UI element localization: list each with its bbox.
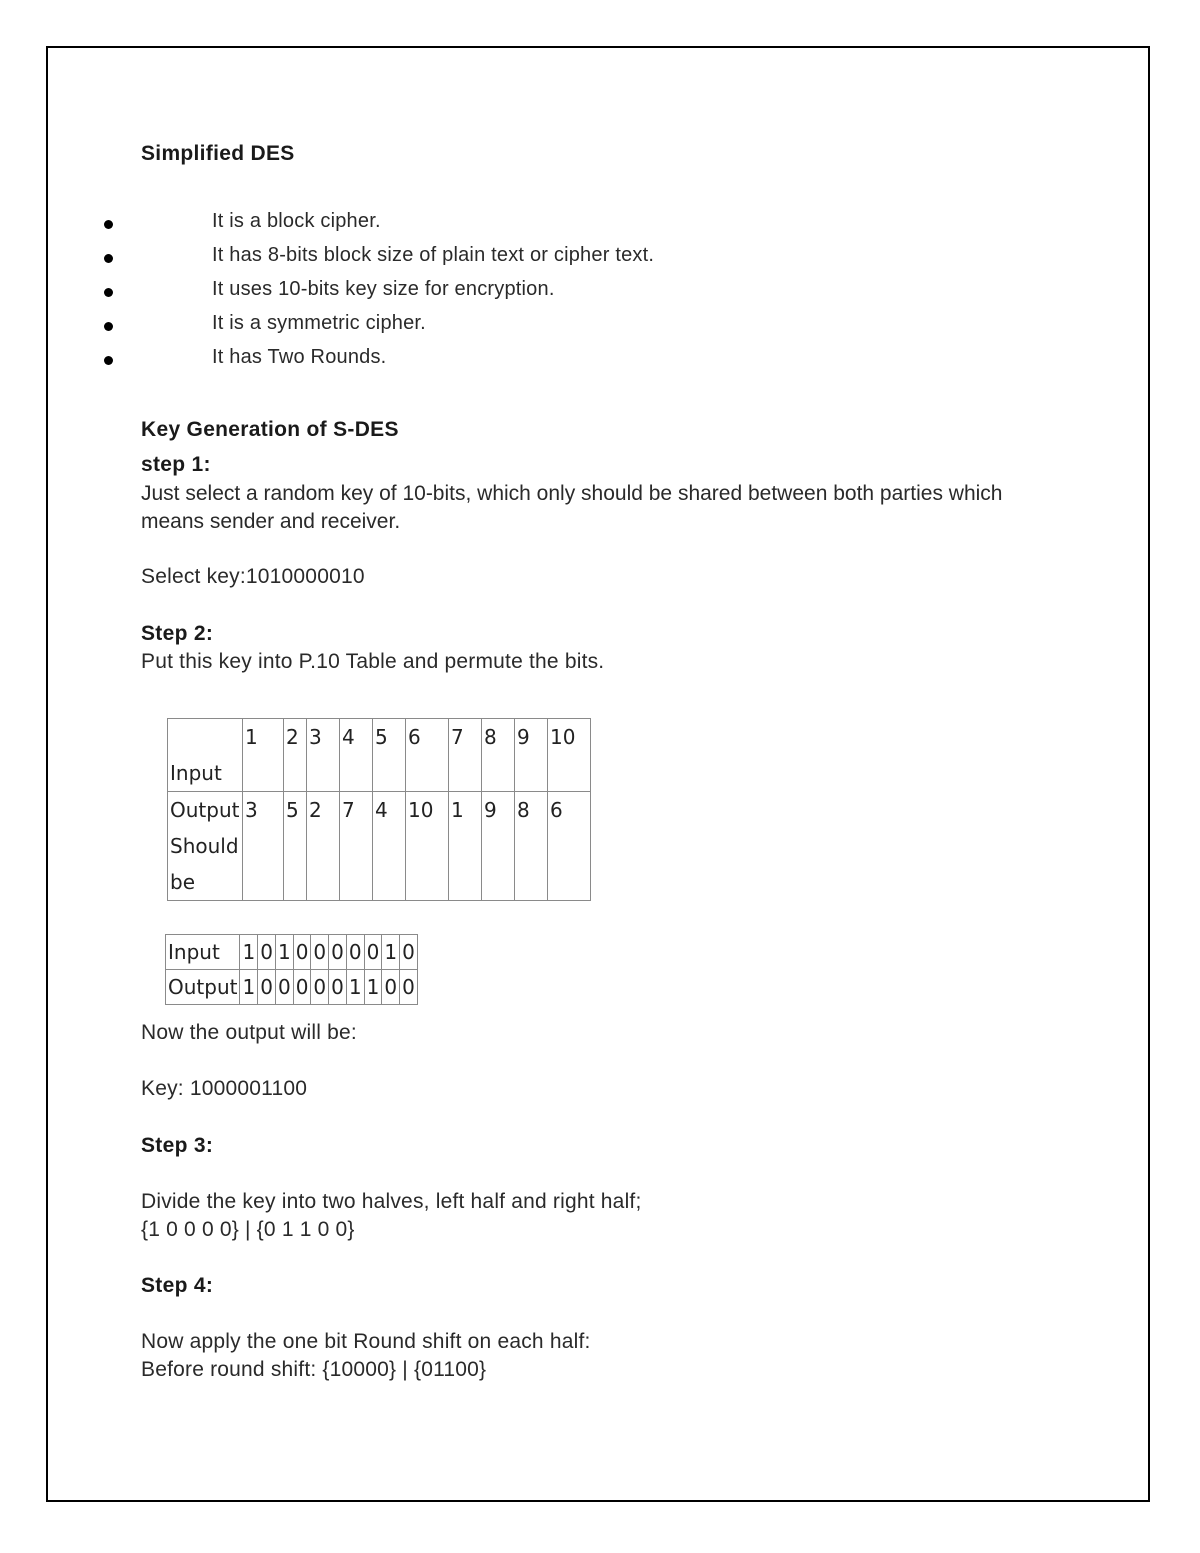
output-label-line: be xyxy=(170,870,195,894)
table-cell: 1 xyxy=(240,935,258,970)
table-cell: 0 xyxy=(258,970,276,1005)
table-cell: 0 xyxy=(329,970,347,1005)
table-row xyxy=(166,935,418,970)
table-cell: 9 xyxy=(482,792,515,901)
list-item-text: It has Two Rounds. xyxy=(212,346,387,368)
bullet-icon xyxy=(104,288,113,297)
table-cell: 2 xyxy=(307,792,340,901)
table-cell: 6 xyxy=(406,719,449,792)
step4-text: Now apply the one bit Round shift on each half: xyxy=(141,1330,591,1353)
table-row xyxy=(168,792,591,901)
table-cell: 0 xyxy=(364,935,382,970)
output-label-line: Output xyxy=(170,798,240,822)
list-item xyxy=(0,242,800,276)
bullet-icon xyxy=(104,356,113,365)
table-cell: 8 xyxy=(515,792,548,901)
bullet-icon xyxy=(104,322,113,331)
page-title: Simplified DES xyxy=(141,142,295,165)
step2-heading: Step 2: xyxy=(141,622,214,645)
key-result-text: Key: 1000001100 xyxy=(141,1077,308,1100)
table-cell: 9 xyxy=(515,719,548,792)
table-cell: 4 xyxy=(373,792,406,901)
table-cell xyxy=(168,792,243,901)
output-label-line: Should xyxy=(170,834,239,858)
list-item-text: It is a symmetric cipher. xyxy=(212,312,426,334)
step3-text: Divide the key into two halves, left half and right half; xyxy=(141,1190,642,1213)
table-cell: Output xyxy=(166,970,240,1005)
table-cell: Input xyxy=(168,719,243,792)
table-cell: 0 xyxy=(329,935,347,970)
table-cell: 7 xyxy=(340,792,373,901)
table-row xyxy=(166,970,418,1005)
p10-table xyxy=(167,718,591,901)
table-cell: 1 xyxy=(382,935,400,970)
list-item-text: It is a block cipher. xyxy=(212,210,381,232)
table-cell: 3 xyxy=(243,792,284,901)
table-cell: 10 xyxy=(548,719,591,792)
table-cell: 1 xyxy=(449,792,482,901)
list-item-text: It uses 10-bits key size for encryption. xyxy=(212,278,555,300)
table-cell: 0 xyxy=(400,935,418,970)
table-cell: 0 xyxy=(258,935,276,970)
table-cell: 0 xyxy=(346,935,364,970)
table-cell: 5 xyxy=(284,792,307,901)
table-cell: 1 xyxy=(240,970,258,1005)
table-cell: 1 xyxy=(275,935,293,970)
table-cell: 6 xyxy=(548,792,591,901)
table-cell: 4 xyxy=(340,719,373,792)
output-intro-text: Now the output will be: xyxy=(141,1021,357,1044)
table-cell: 0 xyxy=(400,970,418,1005)
table-cell: 0 xyxy=(311,970,329,1005)
step4-heading: Step 4: xyxy=(141,1274,214,1297)
table-cell: 0 xyxy=(275,970,293,1005)
bits-table xyxy=(165,934,418,1005)
table-cell: 0 xyxy=(311,935,329,970)
bullet-icon xyxy=(104,254,113,263)
step3-halves: {1 0 0 0 0} | {0 1 1 0 0} xyxy=(141,1218,355,1241)
bullet-icon xyxy=(104,220,113,229)
list-item xyxy=(0,208,800,242)
table-cell: 0 xyxy=(382,970,400,1005)
list-item xyxy=(0,310,800,344)
step1-heading: step 1: xyxy=(141,453,211,476)
step4-before-shift: Before round shift: {10000} | {01100} xyxy=(141,1358,487,1381)
table-cell: 2 xyxy=(284,719,307,792)
list-item xyxy=(0,276,800,310)
table-cell: 7 xyxy=(449,719,482,792)
list-item-text: It has 8-bits block size of plain text or cipher text. xyxy=(212,244,655,266)
step1-text: Just select a random key of 10-bits, which only should be shared between both parties which means sender and receiver. xyxy=(141,482,1003,533)
table-cell: 1 xyxy=(346,970,364,1005)
table-cell: Input xyxy=(166,935,240,970)
table-row xyxy=(168,719,591,792)
table-cell: 0 xyxy=(293,970,311,1005)
table-cell: 5 xyxy=(373,719,406,792)
list-item xyxy=(0,344,800,378)
key-generation-heading: Key Generation of S-DES xyxy=(141,418,399,441)
table-cell: 1 xyxy=(364,970,382,1005)
step2-text: Put this key into P.10 Table and permute the bits. xyxy=(141,650,605,673)
table-cell: 8 xyxy=(482,719,515,792)
table-cell: 0 xyxy=(293,935,311,970)
table-cell: 3 xyxy=(307,719,340,792)
table-cell: 10 xyxy=(406,792,449,901)
select-key-text: Select key:1010000010 xyxy=(141,565,365,588)
step3-heading: Step 3: xyxy=(141,1134,214,1157)
table-cell: 1 xyxy=(243,719,284,792)
